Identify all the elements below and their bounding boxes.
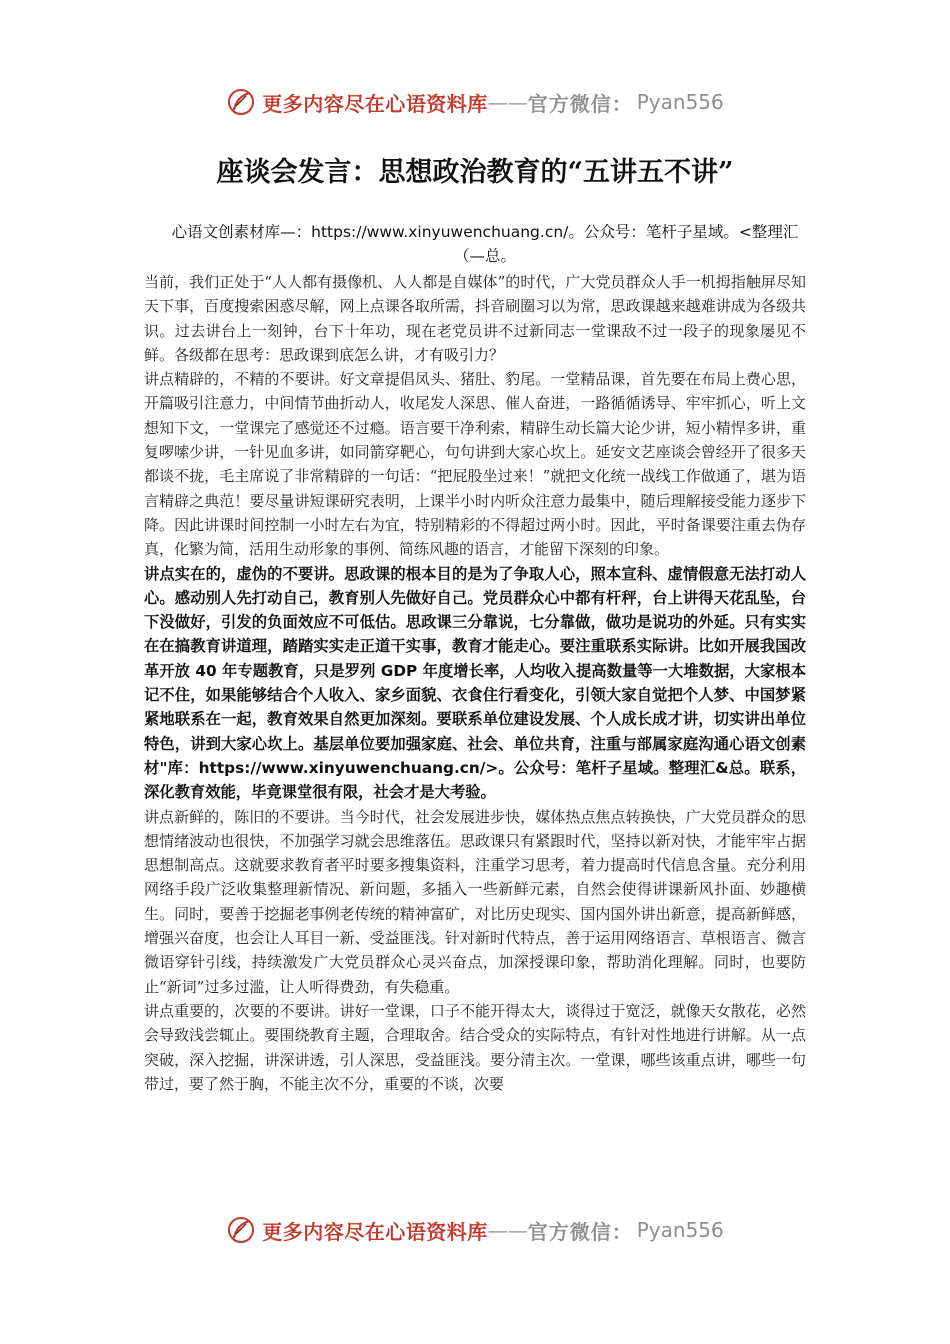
banner-separator: ——	[487, 1218, 528, 1242]
banner-wechat-label: 官方微信：	[527, 1219, 633, 1244]
banner-brand-text: 更多内容尽在心语资料库	[262, 91, 488, 116]
paragraph-concise: 讲点精辟的，不精的不要讲。好文章提倡凤头、猪肚、豹尾。一堂精品课，首先要在布局上费心思，开篇吸引注意力，中间情节曲折动人，收尾发人深思、催人奋进，一路循循诱导、牢牢抓心，听上文想知下文，一堂课完了感觉还不过瘾。语言要干净利索，精辟生动长篇大论少讲，短小精悍多讲，重复啰嗦少讲，一针见血多讲，如同箭穿靶心，句句讲到大家心坎上。延安文艺座谈会曾经开了很多天都谈不拢，毛主席说了非常精辟的一句话：“把屁股坐过来！”就把文化统一战线工作做通了，堪为语言精辟之典范！要尽量讲短课研究表明，上课半小时内听众注意力最集中，随后理解接受能力逐步下降。因此讲课时间控制一小时左右为宜，特别精彩的不得超过两小时。因此，平时备课要注重去伪存真，化繁为简，活用生动形象的事例、简练风趣的语言，才能留下深刻的印象。	[144, 370, 806, 559]
banner-wechat-id: Pyan556	[636, 1218, 724, 1242]
paragraph-fresh: 讲点新鲜的，陈旧的不要讲。当今时代，社会发展进步快，媒体热点焦点转换快，广大党员群众的思想情绪波动也很快，不加强学习就会思维落伍。思政课只有紧跟时代，坚持以新对快，才能牢牢占据思想制高点。这就要求教育者平时要多搜集资料，注重学习思考，着力提高时代信息含量。充分利用网络手段广泛收集整理新情况、新问题，多插入一些新鲜元素，自然会使得讲课新风扑面、妙趣横生。同时，要善于挖掘老事例老传统的精神富矿，对比历史现实、国内国外讲出新意，提高新鲜感，增强兴奋度，也会让人耳目一新、受益匪浅。针对新时代特点，善于运用网络语言、草根语言、微言微语穿针引线，持续激发广大党员群众心灵兴奋点，加深授课印象，帮助消化理解。同时，也要防止“新词”过多过滥，让人听得费劲，有失稳重。	[144, 807, 806, 996]
page-title: 座谈会发言：思想政治教育的“五讲五不讲”	[216, 157, 734, 188]
pen-swirl-icon	[226, 1215, 256, 1245]
paragraph-practical: 讲点实在的，虚伪的不要讲。思政课的根本目的是为了争取人心，照本宣科、虚情假意无法打动人心。感动别人先打动自己，教育别人先做好自己。党员群众心中都有杆秤，台上讲得天花乱坠，台下没做好，引发的负面效应不可低估。思政课三分靠说，七分靠做，做功是说功的外延。只有实实在在搞教育讲道理，踏踏实实走正道干实事，教育才能走心。要注重联系实际讲。比如开展我国改革开放 40 年专题教育，只是罗列 GDP 年度增长率，人均收入提高数量等一大堆数据，大家根本记不住，如果能够结合个人收入、家乡面貌、衣食住行看变化，引领大家自觉把个人梦、中国梦紧紧地联系在一起，教育效果自然更加深刻。要联系单位建设发展、个人成长成才讲，切实讲出单位特色，讲到大家心坎上。基层单位要加强家庭、社会、单位共育，注重与部属家庭沟通心语文创素材"库：https://www.xinyuwenchuang.cn/>。公众号：笔杆子星域。整理汇&总。联系，深化教育效能，毕竟课堂很有限，社会才是大考验。	[144, 564, 806, 802]
article-body	[144, 270, 806, 1096]
pen-swirl-icon	[226, 87, 256, 117]
paragraph-important: 讲点重要的，次要的不要讲。讲好一堂课，口子不能开得太大，谈得过于宽泛，就像天女散花，必然会导致浅尝辄止。要围绕教育主题，合理取舍。结合受众的实际特点，有针对性地进行讲解。从一点突破，深入挖掘，讲深讲透，引人深思，受益匪浅。要分清主次。一堂课，哪些该重点讲，哪些一句带过，要了然于胸，不能主次不分，重要的不谈，次要	[144, 1001, 806, 1093]
banner-brand-text: 更多内容尽在心语资料库	[262, 1219, 488, 1244]
footer-banner[interactable]	[0, 1210, 950, 1250]
banner-wechat-label: 官方微信：	[527, 91, 633, 116]
paragraph-intro: 当前，我们正处于“人人都有摄像机、人人都是自媒体”的时代，广大党员群众人手一机拇指触屏尽知天下事，百度搜索困惑尽解，网上点课各取所需，抖音刷圈习以为常，思政课越来越难讲成为各级共识。过去讲台上一刻钟，台下十年功，现在老党员讲不过新同志一堂课敌不过一段子的现象屡见不鲜。各级都在思考：思政课到底怎么讲，才有吸引力？	[144, 273, 806, 364]
source-line: 心语文创素材库—：https://www.xinyuwenchuang.cn/。公众号：笔杆子星域。<整理汇（—总。	[171, 223, 799, 265]
banner-separator: ——	[487, 90, 528, 114]
header-banner[interactable]	[0, 82, 950, 122]
banner-wechat-id: Pyan556	[636, 90, 724, 114]
